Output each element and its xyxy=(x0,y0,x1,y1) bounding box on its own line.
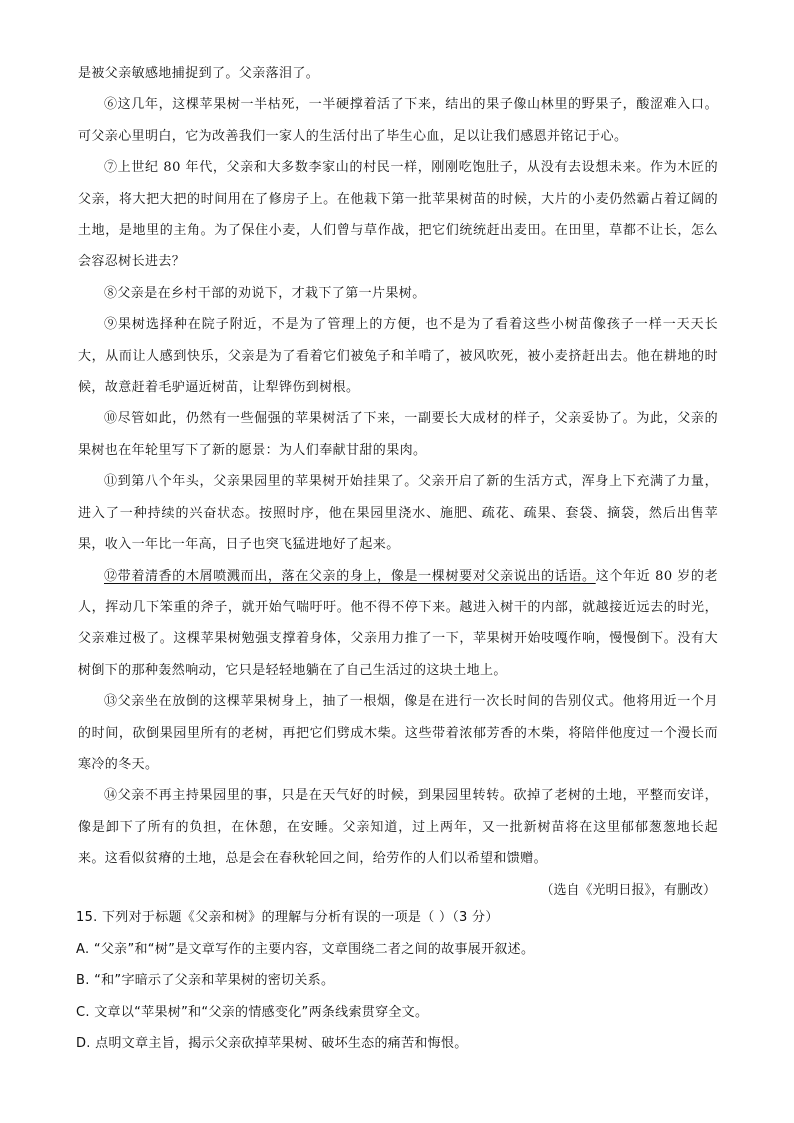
question-15 xyxy=(76,902,726,1060)
paragraph-12-rest: 这个年近 80 岁的老人，挥动几下笨重的斧子，就开始气喘吁吁。他不得不停下来。越进入树干的内部，就越接近远去的时光，父亲难过极了。这棵苹果树勉强支撑着身体，父亲用力推了一下，苹果树开始吱嘎作响，慢慢倒下。没有大树倒下的那种轰然响动，它只是轻轻地躺在了自己生活过的这块土地上。 xyxy=(78,568,718,678)
option-c: C. 文章以“苹果树”和“父亲的情感变化”两条线索贯穿全文。 xyxy=(76,1004,429,1020)
source-citation: （选自《光明日报》，有删改） xyxy=(540,882,716,898)
underlined-sentence: ⑫带着清香的木屑喷溅而出，落在父亲的身上，像是一棵树要对父亲说出的话语。 xyxy=(104,568,596,584)
option-a: A. “父亲”和“树”是文章写作的主要内容，文章围绕二者之间的故事展开叙述。 xyxy=(76,941,535,957)
paragraph-11: ⑪到第八个年头，父亲果园里的苹果树开始挂果了。父亲开启了新的生活方式，浑身上下充满了力量，进入了一种持续的兴奋状态。按照时序，他在果园里浇水、施肥、疏花、疏果、套袋、摘袋，然后出售苹果，收入一年比一年高，日子也突飞猛进地好了起来。 xyxy=(78,474,718,553)
option-d: D. 点明文章主旨，揭示父亲砍掉苹果树、破坏生态的痛苦和悔恨。 xyxy=(76,1036,468,1051)
paragraph-9: ⑨果树选择种在院子附近，不是为了管理上的方便，也不是为了看着这些小树苗像孩子一样一天天长大，从而让人感到快乐，父亲是为了看着它们被兔子和羊啃了，被风吹死，被小麦挤赶出去。他在耕地的时候，故意赶着毛驴逼近树苗，让犁铧伤到树根。 xyxy=(78,317,718,396)
paragraph-6: ⑥这几年，这棵苹果树一半枯死，一半硬撑着活了下来，结出的果子像山林里的野果子，酸涩难入口。可父亲心里明白，它为改善我们一家人的生活付出了毕生心血，足以让我们感恩并铭记于心。 xyxy=(78,97,718,144)
paragraph-13: ⑬父亲坐在放倒的这棵苹果树身上，抽了一根烟，像是在进行一次长时间的告别仪式。他将用近一个月的时间，砍倒果园里所有的老树，再把它们劈成木柴。这些带着浓郁芳香的木柴，将陪伴他度过一个漫长而寒冷的冬天。 xyxy=(78,694,718,772)
paragraph-12 xyxy=(78,561,718,687)
paragraph-continued: 是被父亲敏感地捕捉到了。父亲落泪了。 xyxy=(78,66,320,81)
reading-passage xyxy=(78,58,718,906)
paragraph-14: ⑭父亲不再主持果园里的事，只是在天气好的时候，到果园里转转。砍掉了老树的土地，平整而安详，像是卸下了所有的负担，在休憩，在安睡。父亲知道，过上两年，又一批新树苗将在这里郁郁葱葱地长起来。这看似贫瘠的土地，总是会在春秋轮回之间，给劳作的人们以希望和馈赠。 xyxy=(78,788,718,867)
question-stem: 15. 下列对于标题《父亲和树》的理解与分析有误的一项是（ ）（3 分） xyxy=(76,910,499,925)
paragraph-7: ⑦上世纪 80 年代，父亲和大多数李家山的村民一样，刚刚吃饱肚子，从没有去设想未来。作为木匠的父亲，将大把大把的时间用在了修房子上。在他栽下第一批苹果树苗的时候，大片的小麦仍然霸占着辽阔的土地，是地里的主角。为了保住小麦，人们曾与草作战，把它们统统赶出麦田。在田里，草都不让长，怎么会容忍树长进去？ xyxy=(78,160,718,270)
paragraph-8: ⑧父亲是在乡村干部的劝说下，才栽下了第一片果树。 xyxy=(104,285,426,301)
paragraph-10: ⑩尽管如此，仍然有一些倔强的苹果树活了下来，一副要长大成材的样子，父亲妥协了。为此，父亲的果树也在年轮里写下了新的愿景：为人们奉献甘甜的果肉。 xyxy=(78,411,718,458)
option-b: B. “和”字暗示了父亲和苹果树的密切关系。 xyxy=(76,973,335,988)
